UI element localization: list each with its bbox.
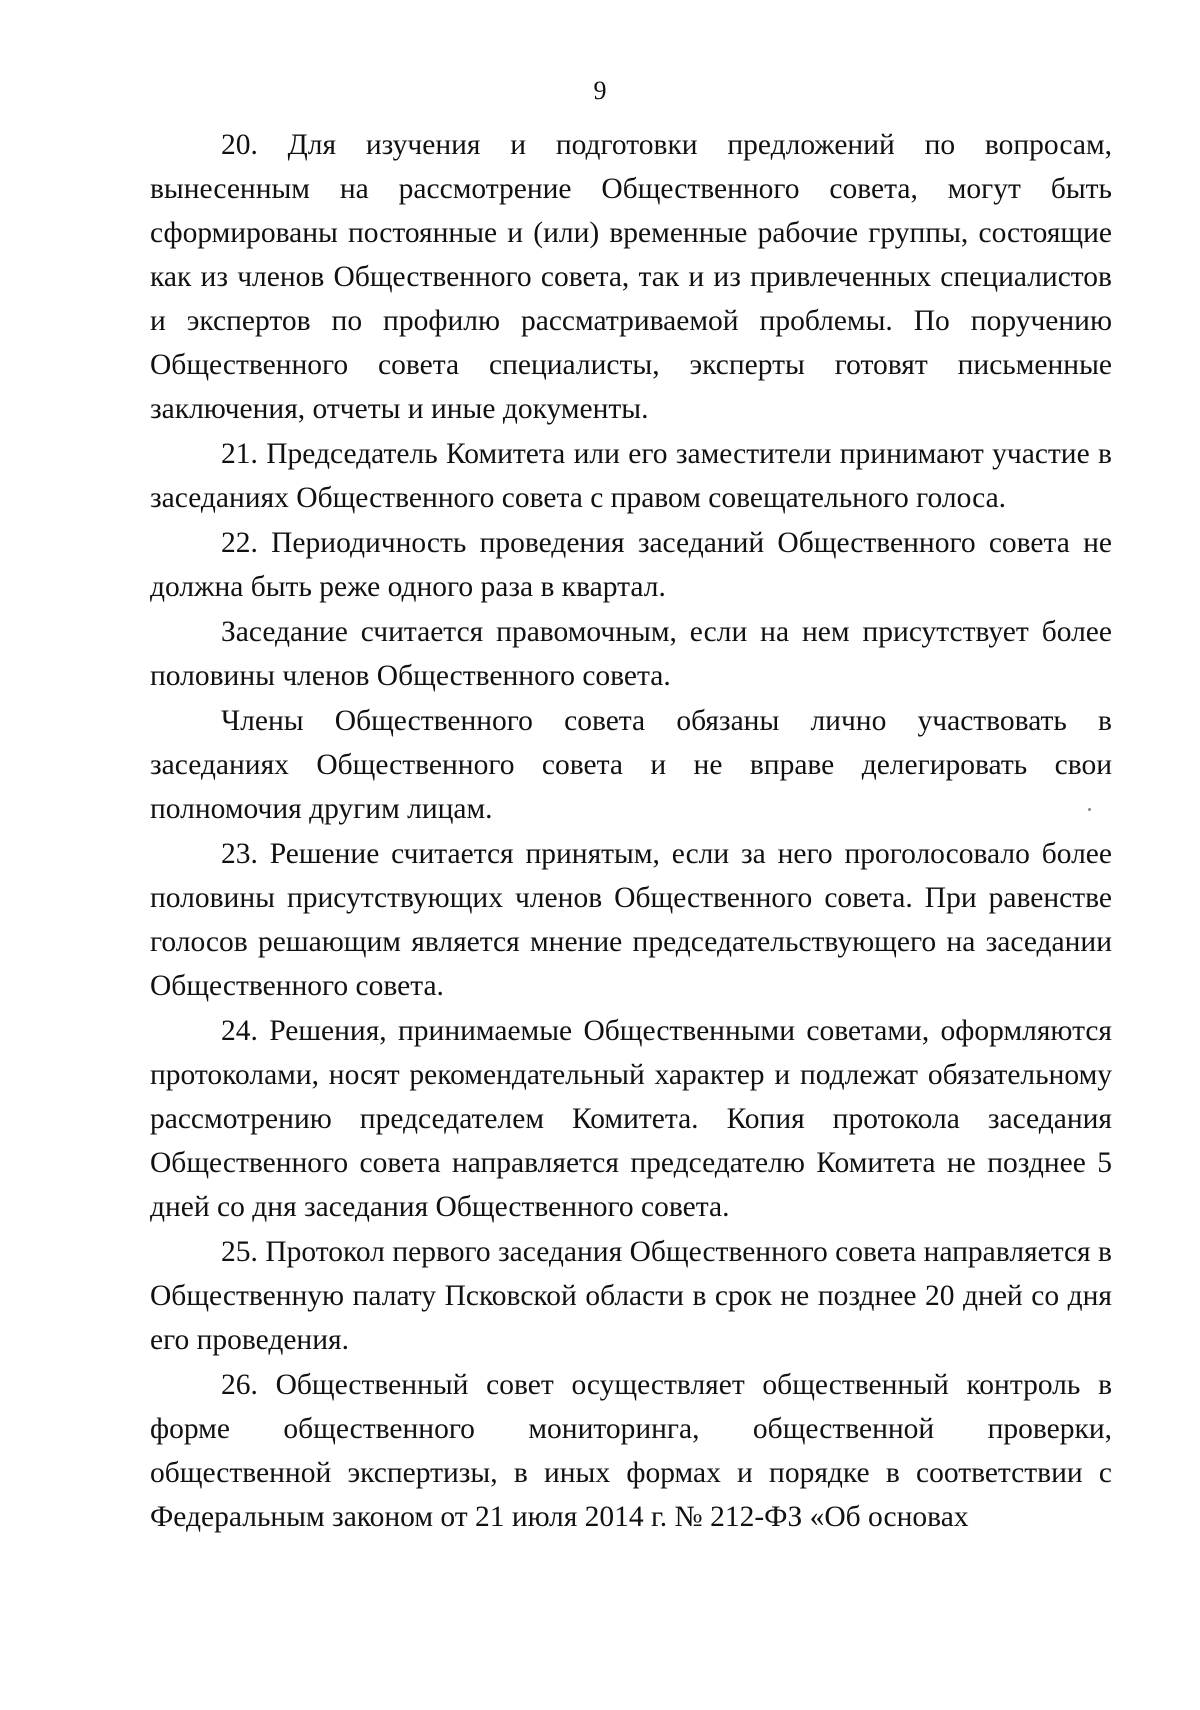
paragraph-22-quorum: Заседание считается правомочным, если на нем присутствует более половины членов Общественного совета.	[150, 616, 1112, 692]
page-number: 9	[593, 76, 607, 105]
paragraph-20: 20. Для изучения и подготовки предложений по вопросам, вынесенным на рассмотрение Общественного совета, могут быть сформированы постоянные и (или) временные рабочие группы, состоящие как из членов Общественного совета, так и из привлеченных специалистов и экспертов по профилю рассматриваемой проблемы. По поручению Общественного совета специалисты, эксперты готовят письменные заключения, отчеты и иные документы.	[150, 129, 1112, 425]
paragraph-22-members: Члены Общественного совета обязаны лично участвовать в заседаниях Общественного совета и не вправе делегировать свои полномочия другим лицам.	[150, 705, 1112, 825]
paragraph-23: 23. Решение считается принятым, если за него проголосовало более половины присутствующих членов Общественного совета. При равенстве голосов решающим является мнение председательствующего на заседании Общественного совета.	[150, 838, 1112, 1002]
paragraph-22: 22. Периодичность проведения заседаний Общественного совета не должна быть реже одного раза в квартал.	[150, 527, 1112, 603]
scan-artifact-dot	[1088, 808, 1091, 811]
paragraph-25: 25. Протокол первого заседания Общественного совета направляется в Общественную палату Псковской области в срок не позднее 20 дней со дня его проведения.	[150, 1236, 1112, 1356]
paragraph-26: 26. Общественный совет осуществляет общественный контроль в форме общественного мониторинга, общественной проверки, общественной экспертизы, в иных формах и порядке в соответствии с Федеральным законом от 21 июля 2014 г. № 212-ФЗ «Об основах	[150, 1369, 1112, 1533]
paragraph-24: 24. Решения, принимаемые Общественными советами, оформляются протоколами, носят рекомендательный характер и подлежат обязательному рассмотрению председателем Комитета. Копия протокола заседания Общественного совета направляется председателю Комитета не позднее 5 дней со дня заседания Общественного совета.	[150, 1015, 1112, 1223]
paragraph-21: 21. Председатель Комитета или его заместители принимают участие в заседаниях Общественного совета с правом совещательного голоса.	[150, 438, 1112, 514]
document-body	[150, 123, 1112, 1539]
